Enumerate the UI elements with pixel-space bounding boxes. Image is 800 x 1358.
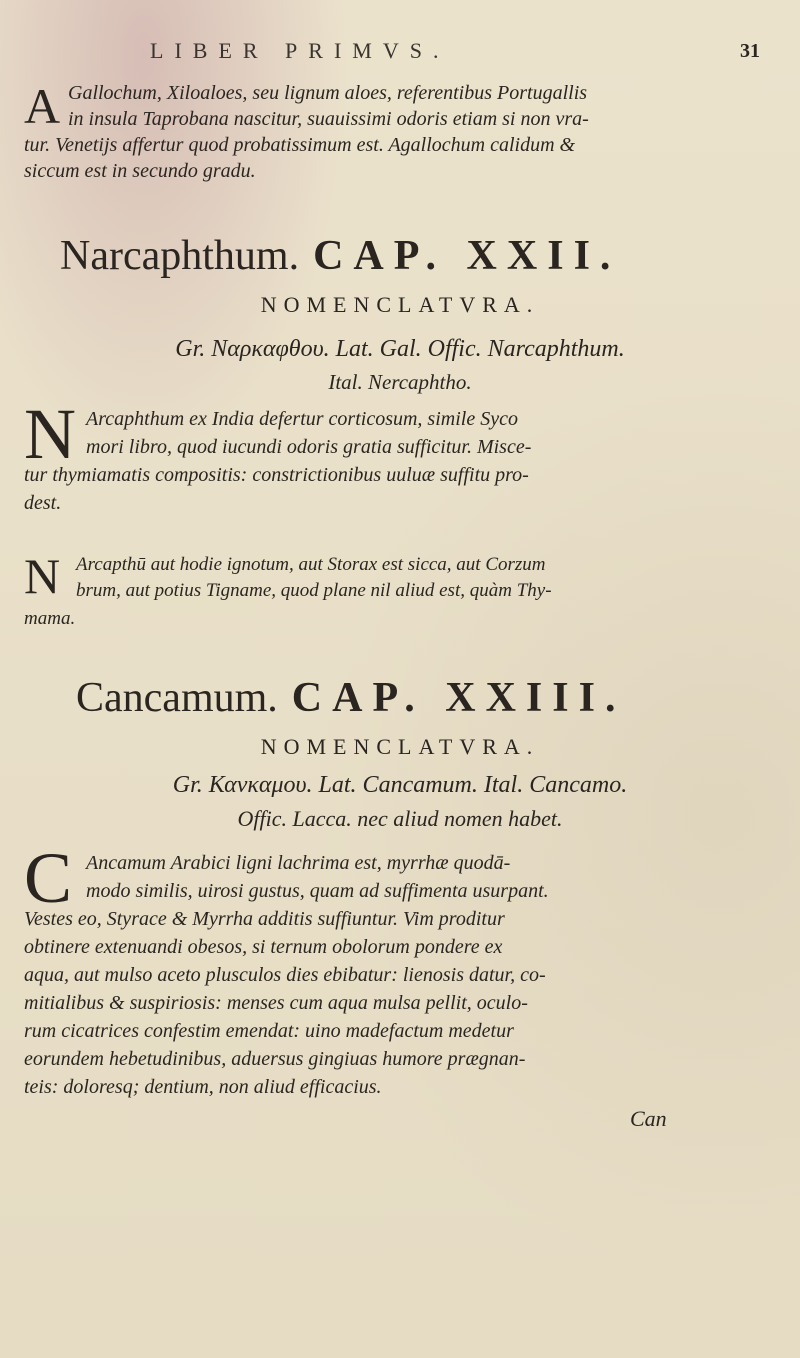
chapter-22-number: CAP. XXII. bbox=[313, 233, 621, 279]
chapter-23-nomenclatura: NOMENCLATVRA. bbox=[260, 734, 540, 759]
chapter-22-p1-line-1: Arcaphthum ex India defertur corticosum, simile Syco bbox=[86, 408, 518, 430]
chapter-23-number: CAP. XXIII. bbox=[291, 675, 626, 721]
chapter-22-p2-line-1: Arcapthū aut hodie ignotum, aut Storax est sicca, aut Corzum bbox=[76, 554, 546, 575]
running-head-title: LIBER PRIMVS. bbox=[150, 38, 450, 63]
chapter-23-synonyms-1: Gr. Κανκαμου. Lat. Cancamum. Ital. Cancamo. bbox=[172, 772, 628, 798]
page-number: 31 bbox=[740, 40, 760, 62]
chapter-22-p1-dropcap: N bbox=[24, 394, 76, 474]
chapter-23-p1-line-7: rum cicatrices confestim emendat: uino madefactum medetur bbox=[24, 1020, 514, 1042]
chapter-23-heading bbox=[76, 674, 625, 722]
intro-line-3: tur. Venetijs affertur quod probatissimum est. Agallochum calidum & bbox=[24, 134, 576, 156]
chapter-22-p1-line-4: dest. bbox=[24, 492, 62, 514]
chapter-23-p1-line-8: eorundem hebetudinibus, aduersus gingiuas humore prægnan- bbox=[24, 1048, 526, 1070]
chapter-22-synonyms-1: Gr. Ναρκαφθου. Lat. Gal. Offic. Narcaphthum. bbox=[175, 336, 625, 362]
running-head bbox=[0, 38, 800, 72]
chapter-23-p1-line-9: teis: doloresq; dentium, non aliud efficacius. bbox=[24, 1076, 382, 1098]
chapter-23-p1-line-4: obtinere extenuandi obesos, si ternum obolorum pondere ex bbox=[24, 936, 503, 958]
chapter-22-p1-line-2: mori libro, quod iucundi odoris gratia sufficitur. Misce- bbox=[86, 436, 532, 458]
chapter-23-p1-dropcap: C bbox=[24, 838, 73, 918]
chapter-22-heading bbox=[60, 232, 620, 280]
chapter-23-p1-line-6: mitialibus & suspiriosis: menses cum aqua mulsa pellit, oculo- bbox=[24, 992, 528, 1014]
chapter-23-p1-line-3: Vestes eo, Styrace & Myrrha additis suffiuntur. Vim proditur bbox=[24, 908, 505, 930]
intro-line-1: Gallochum, Xiloaloes, seu lignum aloes, referentibus Portugallis bbox=[68, 82, 588, 104]
catchword: Can bbox=[630, 1106, 667, 1131]
chapter-22-p2-dropcap: N bbox=[24, 548, 61, 604]
chapter-23-p1-line-1: Ancamum Arabici ligni lachrima est, myrrhæ quodā- bbox=[86, 852, 511, 874]
chapter-22-p1-line-3: tur thymiamatis compositis: constrictionibus uuluæ suffitu pro- bbox=[24, 464, 529, 486]
chapter-22-p2-line-2: brum, aut potius Tigname, quod plane nil aliud est, quàm Thy- bbox=[76, 580, 552, 601]
chapter-22-title: Narcaphthum. bbox=[60, 233, 300, 279]
intro-line-4: siccum est in secundo gradu. bbox=[24, 160, 256, 182]
chapter-22-synonyms-2: Ital. Nercaphtho. bbox=[328, 370, 472, 394]
chapter-23-p1-line-5: aqua, aut mulso aceto plusculos dies ebibatur: lienosis datur, co- bbox=[24, 964, 546, 986]
intro-line-2: in insula Taprobana nascitur, suauissimi odoris etiam si non vra- bbox=[68, 108, 589, 130]
intro-dropcap: A bbox=[24, 78, 61, 134]
chapter-22-nomenclatura: NOMENCLATVRA. bbox=[260, 292, 540, 317]
chapter-23-p1-line-2: modo similis, uirosi gustus, quam ad suffimenta usurpant. bbox=[86, 880, 549, 902]
chapter-23-synonyms-2: Offic. Lacca. nec aliud nomen habet. bbox=[237, 806, 563, 831]
chapter-22-p2-line-3: mama. bbox=[24, 608, 76, 629]
chapter-23-title: Cancamum. bbox=[76, 675, 278, 721]
